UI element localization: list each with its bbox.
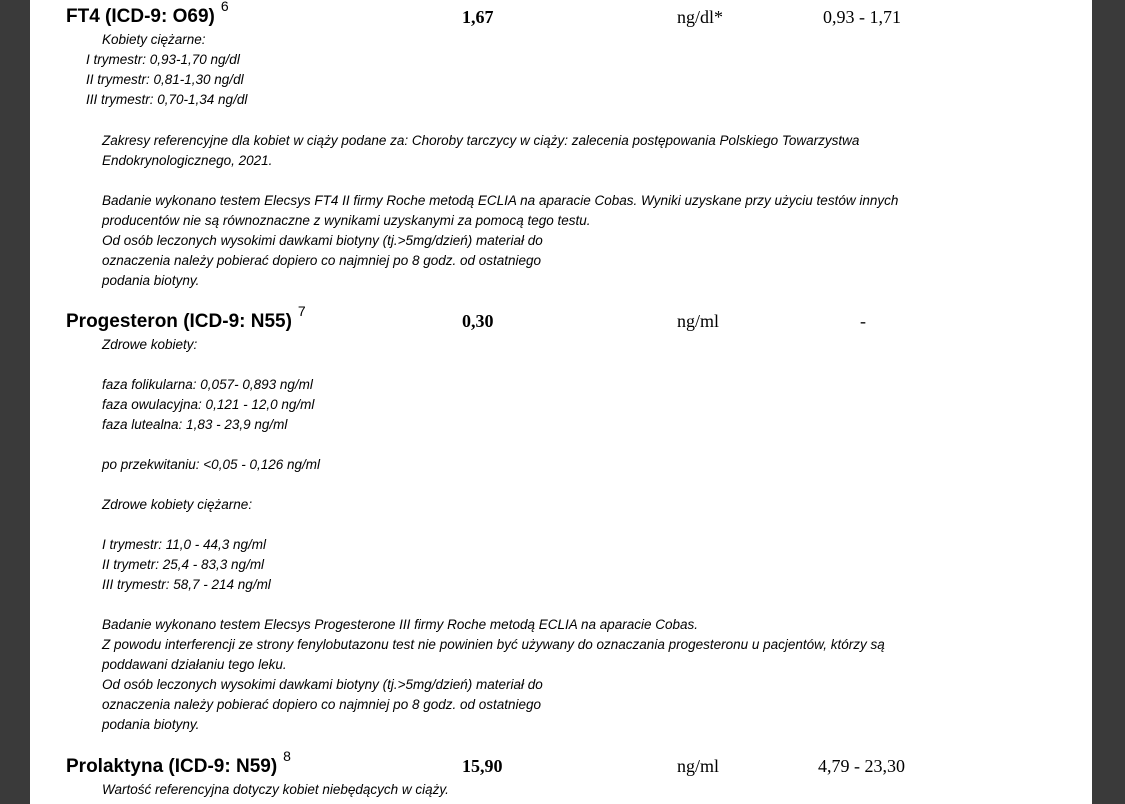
note-line: podania biotyny. bbox=[102, 717, 200, 732]
note-line: Zdrowe kobiety ciężarne: bbox=[102, 497, 253, 512]
note-line: I trymestr: 11,0 - 44,3 ng/ml bbox=[102, 537, 267, 552]
note-line: faza owulacyjna: 0,121 - 12,0 ng/ml bbox=[102, 397, 315, 412]
unit-ft4: ng/dl* bbox=[677, 7, 724, 27]
footnote-ref-7: 7 bbox=[297, 302, 306, 319]
result-value-prolaktyna: 15,90 bbox=[462, 756, 503, 776]
test-name-prolaktyna: Prolaktyna (ICD-9: N59)$^8$ bbox=[66, 747, 291, 777]
note-line: poddawani działaniu tego leku. bbox=[102, 657, 287, 672]
note-line: Badanie wykonano testem Elecsys FT4 II firmy Roche metodą ECLIA na aparacie Cobas. Wyniki uzyskane przy użyciu testów innych bbox=[102, 193, 899, 208]
note-line: Endokrynologicznego, 2021. bbox=[102, 153, 273, 168]
reference-range-prolaktyna: 4,79 - 23,30 bbox=[818, 756, 905, 776]
footnote-ref-6: 6 bbox=[220, 0, 229, 14]
note-line: Zakresy referencyjne dla kobiet w ciąży podane za: Choroby tarczycy w ciąży: zalecenia postępowania Polskiego Towarzystwa bbox=[102, 133, 860, 148]
result-value-progesteron: 0,30 bbox=[462, 311, 494, 331]
note-line: III trymestr: 58,7 - 214 ng/ml bbox=[102, 577, 271, 592]
reference-range-progesteron: - bbox=[860, 311, 866, 331]
footnote-ref-8: 8 bbox=[283, 747, 291, 764]
note-line: oznaczenia należy pobierać dopiero co najmniej po 8 godz. od ostatniego bbox=[102, 253, 542, 268]
test-name-ft4: FT4 (ICD-9: O69)$^6$ bbox=[66, 6, 229, 28]
lab-report-page bbox=[30, 0, 1092, 804]
reference-range-ft4: 0,93 - 1,71 bbox=[823, 7, 901, 27]
note-line: producentów nie są równoznaczne z wynikami uzyskanymi za pomocą tego testu. bbox=[102, 213, 591, 228]
note-line: I trymestr: 0,93-1,70 ng/dl bbox=[86, 52, 240, 67]
note-line: Zdrowe kobiety: bbox=[102, 337, 198, 352]
note-line: Badanie wykonano testem Elecsys Progesterone III firmy Roche metodą ECLIA na aparacie Cobas. bbox=[102, 617, 699, 632]
note-line: Od osób leczonych wysokimi dawkami biotyny (tj.>5mg/dzień) materiał do bbox=[102, 233, 543, 248]
note-line: faza lutealna: 1,83 - 23,9 ng/ml bbox=[102, 417, 288, 432]
note-line: po przekwitaniu: <0,05 - 0,126 ng/ml bbox=[102, 457, 321, 472]
unit-progesteron: ng/ml bbox=[677, 311, 720, 331]
note-line: oznaczenia należy pobierać dopiero co najmniej po 8 godz. od ostatniego bbox=[102, 697, 542, 712]
note-line: podania biotyny. bbox=[102, 273, 200, 288]
note-line: Wartość referencyjna dotyczy kobiet niebędących w ciąży. bbox=[102, 782, 449, 797]
test-name-progesteron: Progesteron (ICD-9: N55)$^7$ bbox=[66, 302, 306, 332]
note-line: Od osób leczonych wysokimi dawkami biotyny (tj.>5mg/dzień) materiał do bbox=[102, 677, 543, 692]
note-line: II trymetr: 25,4 - 83,3 ng/ml bbox=[102, 557, 265, 572]
note-line: Z powodu interferencji ze strony fenylobutazonu test nie powinien być używany do oznaczania progesteronu u pacjentów, którzy są bbox=[102, 637, 885, 652]
note-line: II trymestr: 0,81-1,30 ng/dl bbox=[86, 72, 244, 87]
result-value-ft4: 1,67 bbox=[462, 7, 494, 27]
unit-prolaktyna: ng/ml bbox=[677, 756, 720, 776]
note-line: faza folikularna: 0,057- 0,893 ng/ml bbox=[102, 377, 313, 392]
note-line: Kobiety ciężarne: bbox=[102, 32, 206, 47]
note-line: III trymestr: 0,70-1,34 ng/dl bbox=[86, 92, 248, 107]
